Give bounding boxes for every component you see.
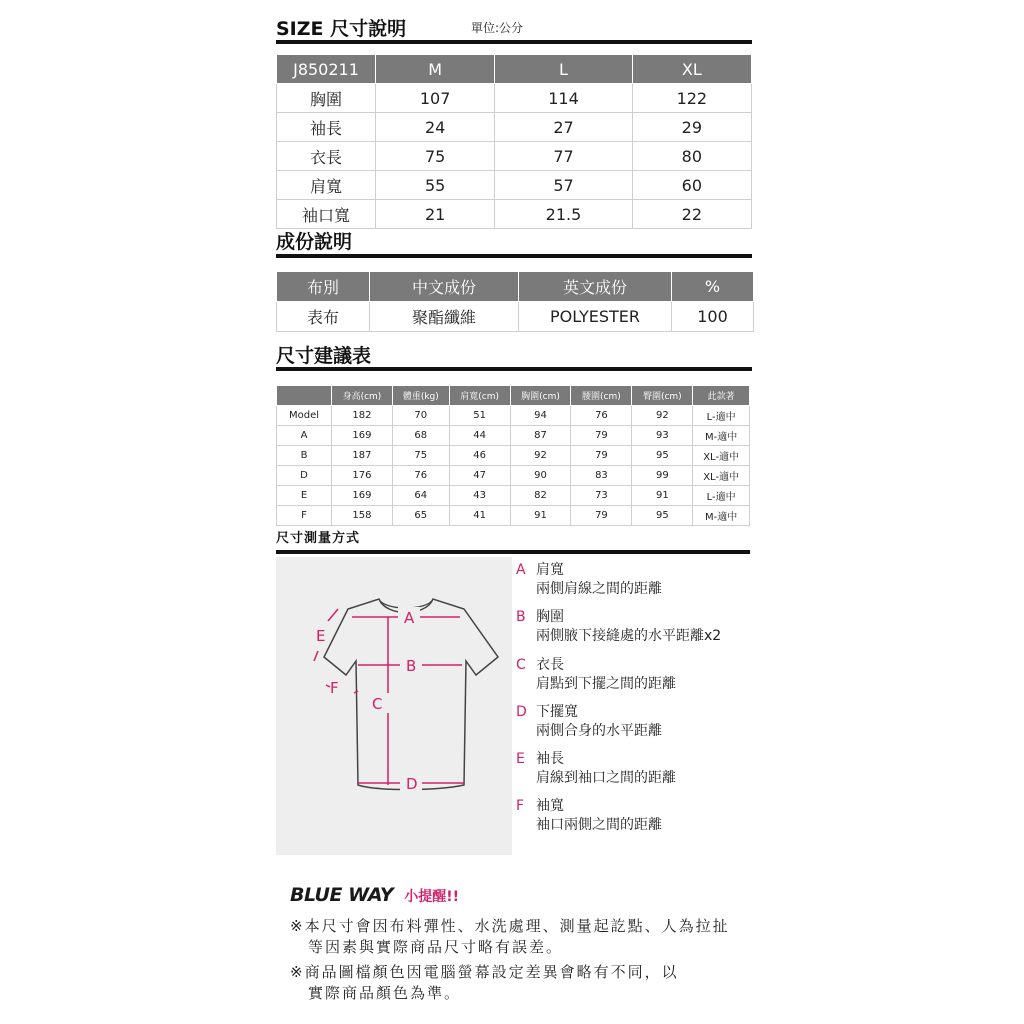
- measure-item-f: [516, 797, 662, 835]
- table-cell: 24: [376, 113, 495, 142]
- table-cell: 80: [632, 142, 751, 171]
- size-table: [276, 54, 752, 229]
- measure-desc: 肩點到下擺之間的距離: [536, 676, 676, 692]
- table-header: M: [376, 55, 495, 84]
- measure-item-d: [516, 703, 662, 741]
- table-row: [277, 426, 750, 446]
- table-row: [277, 113, 752, 142]
- table-cell: 95: [632, 506, 693, 526]
- table-header-row: [277, 55, 752, 84]
- table-header: 中文成份: [370, 272, 519, 302]
- table-cell: A: [277, 426, 332, 446]
- table-row: [277, 171, 752, 200]
- tshirt-collar: [379, 599, 433, 608]
- measure-desc: 兩側腋下接縫處的水平距離x2: [536, 628, 722, 644]
- table-row: [277, 406, 750, 426]
- table-cell: F: [277, 506, 332, 526]
- tshirt-outline: [324, 599, 498, 790]
- table-row: [277, 200, 752, 229]
- brand-logo: BLUE WAY: [290, 884, 394, 906]
- table-cell: 182: [332, 406, 393, 426]
- table-row: [277, 84, 752, 113]
- diagram-label-e: E: [316, 627, 326, 645]
- table-cell: 衣長: [277, 142, 376, 171]
- table-cell: XL-適中: [693, 446, 750, 466]
- measure-name: 衣長: [536, 657, 564, 673]
- table-cell: B: [277, 446, 332, 466]
- table-cell: M-適中: [693, 426, 750, 446]
- diagram-label-f: F: [330, 679, 339, 697]
- table-header: 腰圍(cm): [571, 386, 632, 406]
- table-cell: 表布: [277, 302, 370, 332]
- material-table: [276, 271, 754, 332]
- measure-item-c: [516, 656, 676, 694]
- table-cell: L-適中: [693, 406, 750, 426]
- table-cell: 22: [632, 200, 751, 229]
- table-header-row: [277, 272, 754, 302]
- measure-letter: E: [516, 751, 525, 767]
- measure-name: 袖長: [536, 751, 564, 767]
- table-cell: 169: [332, 486, 393, 506]
- table-cell: 122: [632, 84, 751, 113]
- table-cell: 27: [495, 113, 632, 142]
- table-cell: 73: [571, 486, 632, 506]
- diagram-panel: [276, 557, 512, 855]
- table-cell: 47: [449, 466, 510, 486]
- measure-desc: 兩側合身的水平距離: [536, 723, 662, 739]
- table-cell: 94: [510, 406, 571, 426]
- table-cell: 51: [449, 406, 510, 426]
- table-cell: 92: [510, 446, 571, 466]
- table-cell: 75: [392, 446, 449, 466]
- table-cell: 29: [632, 113, 751, 142]
- measure-item-e: [516, 750, 676, 788]
- table-cell: 92: [632, 406, 693, 426]
- measure-desc: 袖口兩側之間的距離: [536, 817, 662, 833]
- table-cell: 90: [510, 466, 571, 486]
- table-header: 臀圍(cm): [632, 386, 693, 406]
- note-line: 等因素與實際商品尺寸略有誤差。: [308, 938, 564, 956]
- table-header: 體重(kg): [392, 386, 449, 406]
- table-cell: 77: [495, 142, 632, 171]
- table-cell: 21: [376, 200, 495, 229]
- table-cell: 79: [571, 426, 632, 446]
- table-cell: 46: [449, 446, 510, 466]
- material-rule: [276, 254, 752, 258]
- table-cell: M-適中: [693, 506, 750, 526]
- table-row: [277, 466, 750, 486]
- reminder-heading: [290, 884, 459, 906]
- table-cell: 76: [571, 406, 632, 426]
- table-header: 肩寬(cm): [449, 386, 510, 406]
- table-cell: 93: [632, 426, 693, 446]
- measure-name: 下擺寬: [536, 704, 578, 720]
- table-cell: 82: [510, 486, 571, 506]
- table-row: [277, 302, 754, 332]
- measure-item-a: [516, 561, 662, 599]
- table-cell: 100: [672, 302, 754, 332]
- table-cell: 60: [632, 171, 751, 200]
- table-cell: 袖口寬: [277, 200, 376, 229]
- table-cell: 158: [332, 506, 393, 526]
- material-title: 成份說明: [276, 231, 353, 253]
- table-cell: 41: [449, 506, 510, 526]
- table-cell: 169: [332, 426, 393, 446]
- measure-desc: 肩線到袖口之間的距離: [536, 770, 676, 786]
- diagram-label-a: A: [404, 609, 415, 627]
- table-header: 布別: [277, 272, 370, 302]
- table-cell: 43: [449, 486, 510, 506]
- table-row: [277, 506, 750, 526]
- table-header: [277, 386, 332, 406]
- table-header: J850211: [277, 55, 376, 84]
- reminder-label: 小提醒!!: [404, 889, 460, 905]
- table-row: [277, 486, 750, 506]
- table-header: 胸圍(cm): [510, 386, 571, 406]
- table-cell: 176: [332, 466, 393, 486]
- suggest-title: 尺寸建議表: [276, 345, 372, 367]
- table-cell: 99: [632, 466, 693, 486]
- table-cell: 83: [571, 466, 632, 486]
- note-line: ※本尺寸會因布料彈性、水洗處理、測量起訖點、人為拉扯: [290, 917, 730, 935]
- table-cell: 胸圍: [277, 84, 376, 113]
- diagram-label-d: D: [406, 775, 418, 793]
- table-cell: L-適中: [693, 486, 750, 506]
- table-header: L: [495, 55, 632, 84]
- table-cell: 76: [392, 466, 449, 486]
- note-line: ※商品圖檔顏色因電腦螢幕設定差異會略有不同，以: [290, 963, 679, 981]
- reminder-note-2: [290, 962, 679, 1004]
- table-cell: 65: [392, 506, 449, 526]
- table-cell: 79: [571, 506, 632, 526]
- table-cell: 64: [392, 486, 449, 506]
- note-line: 實際商品顏色為準。: [308, 984, 462, 1002]
- diagram-label-b: B: [406, 657, 417, 675]
- measure-desc: 兩側肩線之間的距離: [536, 581, 662, 597]
- table-row: [277, 142, 752, 171]
- table-cell: 袖長: [277, 113, 376, 142]
- size-title: SIZE 尺寸說明: [276, 18, 407, 40]
- measure-rule: [276, 550, 750, 554]
- table-cell: XL-適中: [693, 466, 750, 486]
- unit-label: 單位:公分: [471, 21, 524, 35]
- tshirt-diagram: [276, 557, 512, 855]
- table-cell: 肩寬: [277, 171, 376, 200]
- table-cell: Model: [277, 406, 332, 426]
- table-cell: D: [277, 466, 332, 486]
- table-cell: 87: [510, 426, 571, 446]
- measure-name: 肩寬: [536, 562, 564, 578]
- table-header: 英文成份: [519, 272, 672, 302]
- measure-name: 袖寬: [536, 798, 564, 814]
- table-cell: 91: [632, 486, 693, 506]
- table-cell: 75: [376, 142, 495, 171]
- suggest-rule: [276, 367, 752, 371]
- table-cell: 57: [495, 171, 632, 200]
- table-cell: E: [277, 486, 332, 506]
- measure-letter: A: [516, 562, 526, 578]
- table-row: [277, 446, 750, 466]
- reminder-note-1: [290, 916, 730, 958]
- table-cell: 187: [332, 446, 393, 466]
- table-cell: 68: [392, 426, 449, 446]
- measure-title: 尺寸測量方式: [276, 531, 361, 546]
- table-header: XL: [632, 55, 751, 84]
- measure-name: 胸圍: [536, 609, 564, 625]
- table-header-row: [277, 386, 750, 406]
- suggest-table: [276, 385, 750, 526]
- table-cell: 70: [392, 406, 449, 426]
- table-header: %: [672, 272, 754, 302]
- measure-letter: C: [516, 657, 526, 673]
- table-cell: 107: [376, 84, 495, 113]
- table-cell: 91: [510, 506, 571, 526]
- table-cell: 114: [495, 84, 632, 113]
- measure-letter: F: [516, 798, 525, 814]
- measure-letter: D: [516, 704, 527, 720]
- table-header: 此款著: [693, 386, 750, 406]
- table-header: 身高(cm): [332, 386, 393, 406]
- measure-item-b: [516, 608, 721, 646]
- table-cell: 聚酯纖維: [370, 302, 519, 332]
- table-cell: 55: [376, 171, 495, 200]
- diagram-label-c: C: [372, 695, 383, 713]
- table-cell: 44: [449, 426, 510, 446]
- table-cell: POLYESTER: [519, 302, 672, 332]
- table-cell: 95: [632, 446, 693, 466]
- measure-letter: B: [516, 609, 526, 625]
- table-cell: 79: [571, 446, 632, 466]
- table-cell: 21.5: [495, 200, 632, 229]
- size-rule: [276, 40, 752, 44]
